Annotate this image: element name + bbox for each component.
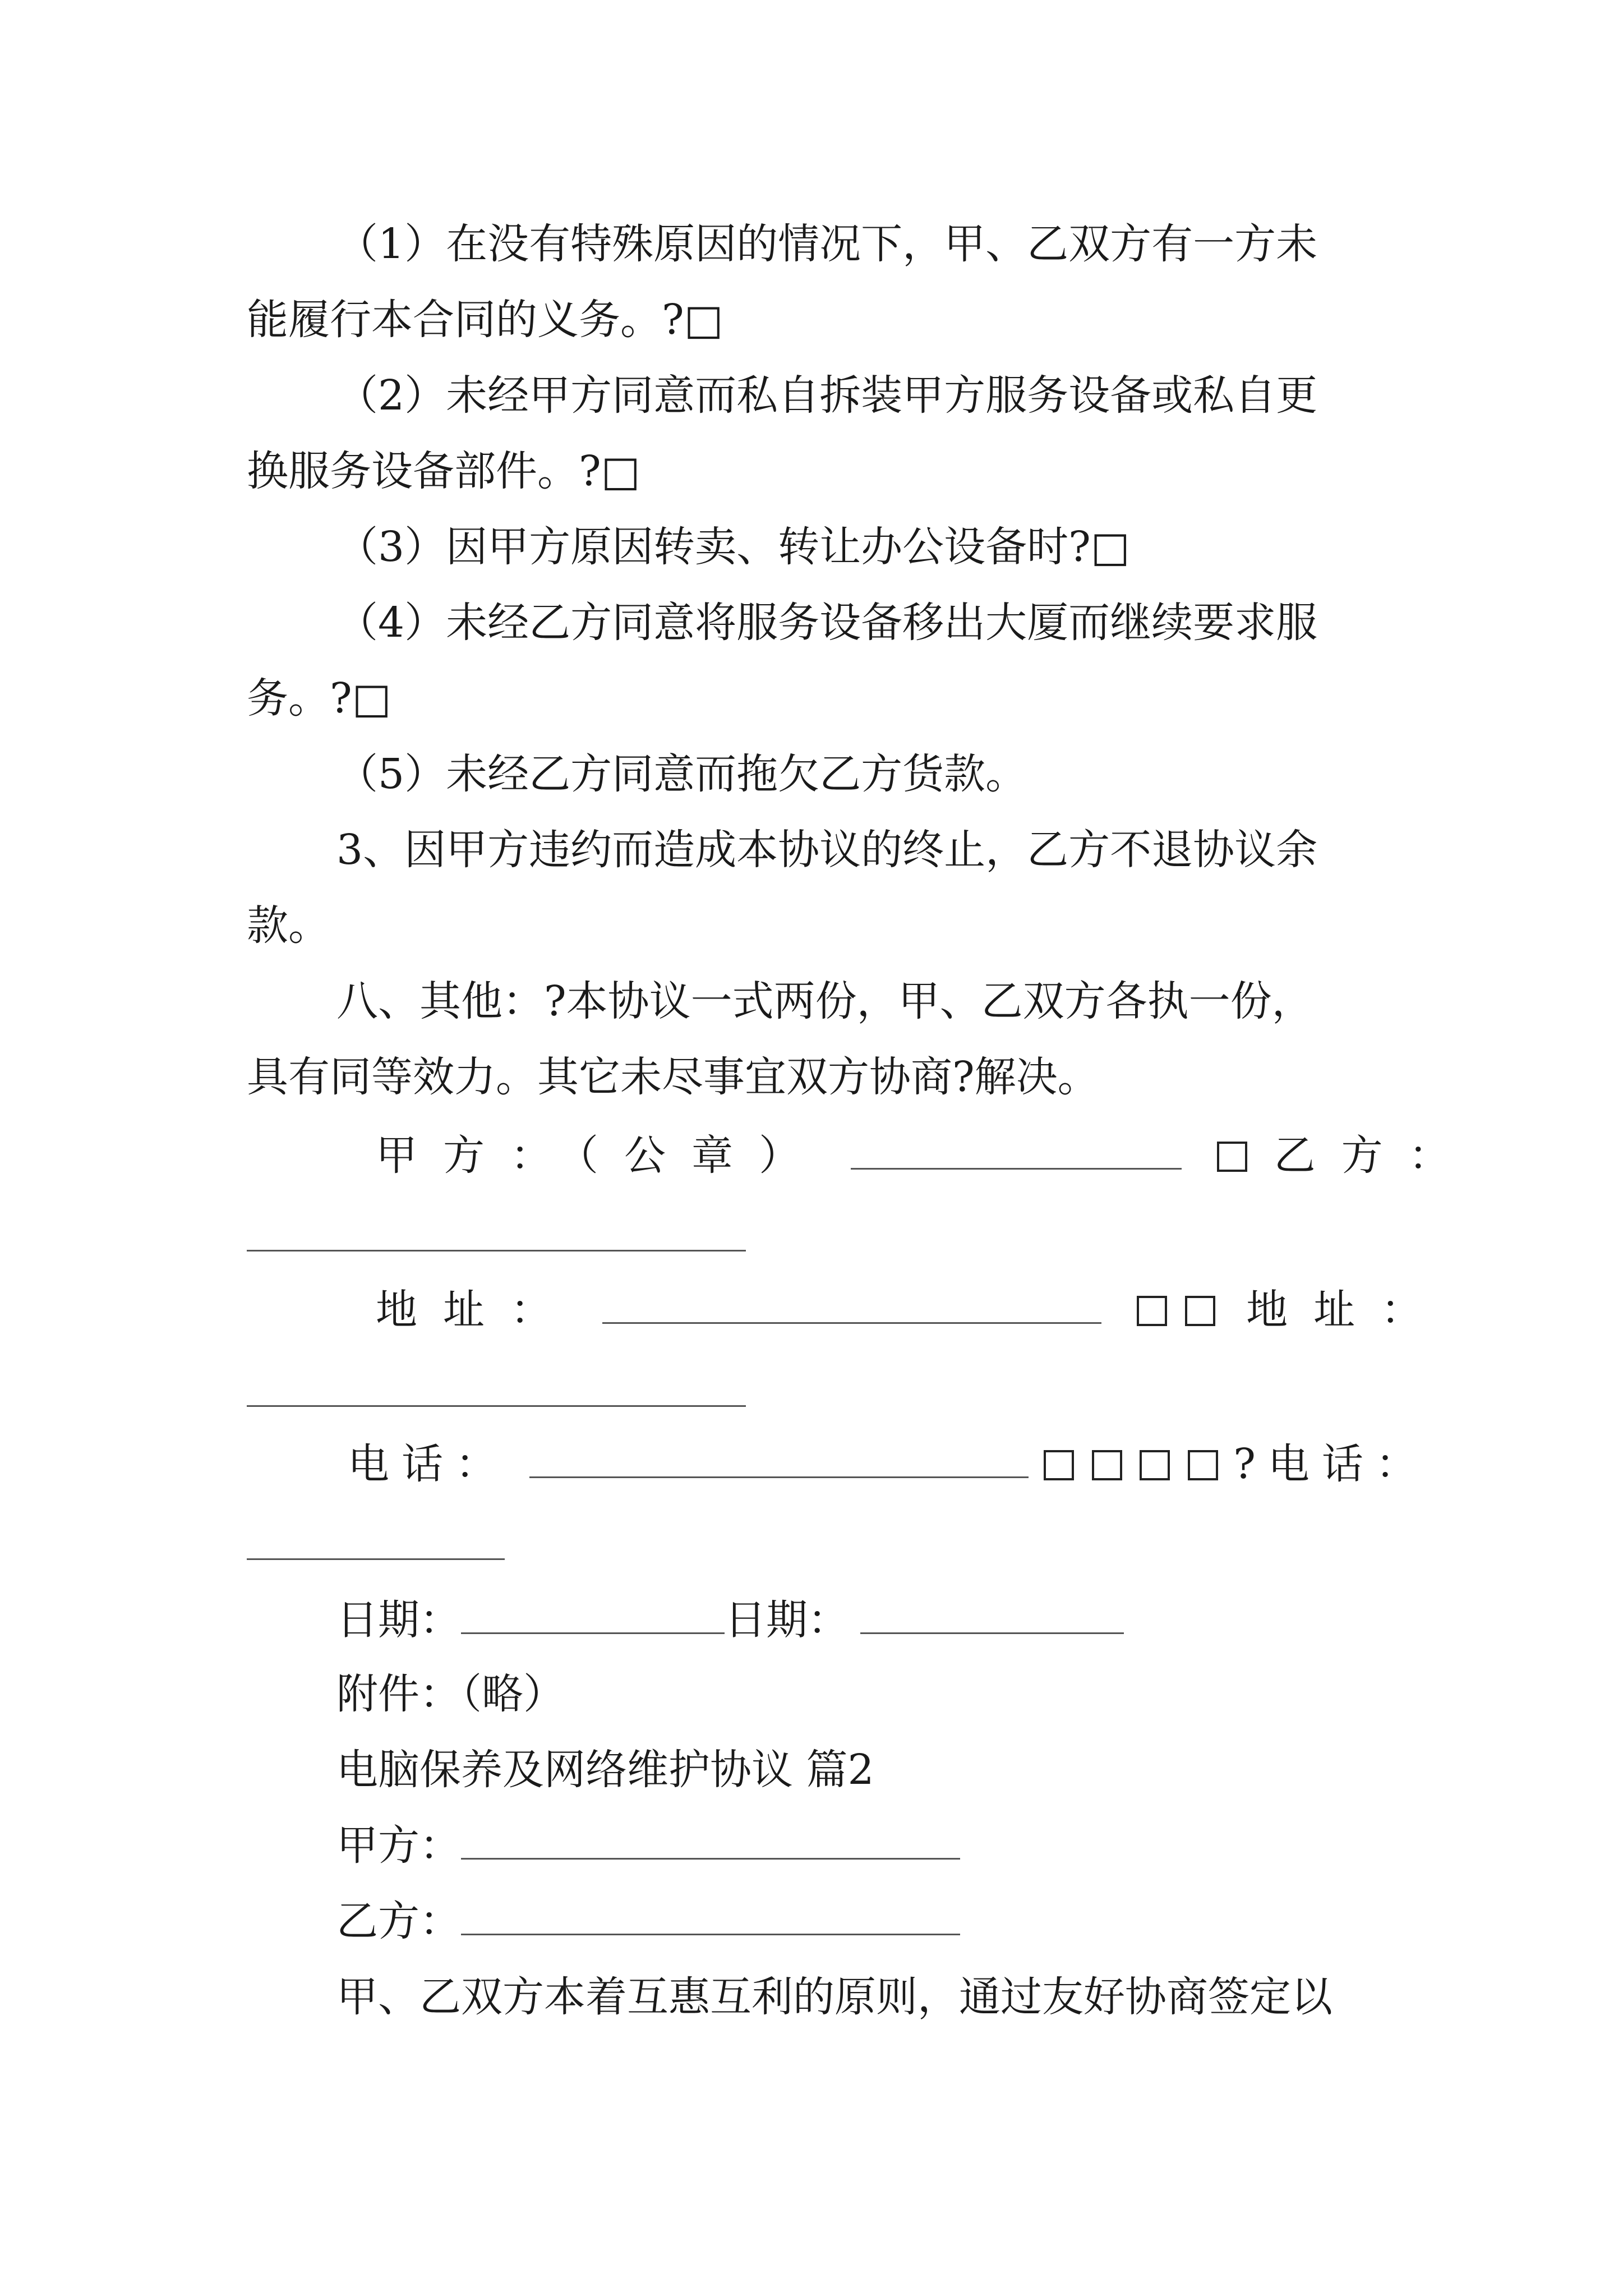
signature-party-row [376, 1128, 1476, 1184]
section-2-party-b-label: 乙方： [336, 1897, 461, 1945]
party-b-blank[interactable] [247, 1250, 746, 1251]
attachment-line: 附件：（略） [336, 1670, 565, 1718]
section-2-party-a-row [336, 1818, 960, 1874]
clause-1-line-1: （1）在没有特殊原因的情况下，甲、乙双方有一方未 [336, 220, 1318, 268]
section-2-intro: 甲、乙双方本着互惠互利的原则，通过友好协商签定以 [336, 1973, 1332, 2021]
checkbox-icon [1140, 1450, 1170, 1480]
article-8-line-1: 八、其他：?本协议一式两份，甲、乙双方各执一份， [336, 977, 1313, 1025]
clause-1-line-2: 能履行本合同的义务。?□ [247, 296, 723, 344]
party-b-label: 乙方： [1274, 1131, 1476, 1180]
section-2-party-a-blank[interactable] [461, 1822, 960, 1860]
section-2-party-b-blank[interactable] [461, 1898, 960, 1935]
address-a-label: 地址： [376, 1286, 578, 1334]
section-2-title: 电脑保养及网络维护协议 篇2 [336, 1746, 874, 1794]
address-a-blank[interactable] [602, 1286, 1101, 1324]
checkbox-icon [1188, 1450, 1218, 1480]
address-b-label: 地址： [1246, 1286, 1449, 1334]
section-2-party-b-row [336, 1893, 960, 1949]
checkbox-icon [1185, 1296, 1215, 1326]
article-3-line-2: 款。 [247, 901, 330, 950]
clause-5: （5）未经乙方同意而拖欠乙方货款。 [336, 750, 1027, 798]
clause-2-line-2: 换服务设备部件。?□ [247, 447, 640, 495]
section-2-party-a-label: 甲方： [336, 1821, 461, 1870]
clause-4-line-2: 务。?□ [247, 674, 391, 723]
clause-4-line-1: （4）未经乙方同意将服务设备移出大厦而继续要求服 [336, 599, 1318, 647]
checkbox-icon [1044, 1450, 1074, 1480]
clause-2-line-1: （2）未经甲方同意而私自拆装甲方服务设备或私自更 [336, 371, 1318, 420]
phone-b-blank[interactable] [247, 1558, 505, 1560]
checkbox-icon [1092, 1450, 1122, 1480]
clause-3: （3）因甲方原因转卖、转让办公设备时?□ [336, 523, 1130, 571]
phone-a-label: 电话： [348, 1440, 509, 1488]
signature-date-row [336, 1592, 1124, 1648]
phone-b-label: ?电话： [1233, 1440, 1430, 1488]
signature-address-row [376, 1282, 1448, 1338]
article-3-line-1: 3、因甲方违约而造成本协议的终止，乙方不退协议余 [336, 826, 1318, 874]
date-b-blank[interactable] [860, 1596, 1124, 1634]
checkbox-icon [1217, 1142, 1247, 1172]
date-b-label: 日期： [725, 1596, 849, 1644]
phone-a-blank[interactable] [529, 1441, 1029, 1478]
address-b-blank[interactable] [247, 1405, 746, 1407]
article-8-line-2: 具有同等效力。其它未尽事宜双方协商?解决。 [247, 1053, 1099, 1101]
date-a-blank[interactable] [461, 1596, 725, 1634]
signature-phone-row [348, 1436, 1430, 1492]
date-a-label: 日期： [336, 1596, 461, 1644]
party-a-label: 甲方：（公章） [376, 1131, 826, 1180]
party-a-blank[interactable] [851, 1132, 1182, 1170]
checkbox-icon [1137, 1296, 1167, 1326]
